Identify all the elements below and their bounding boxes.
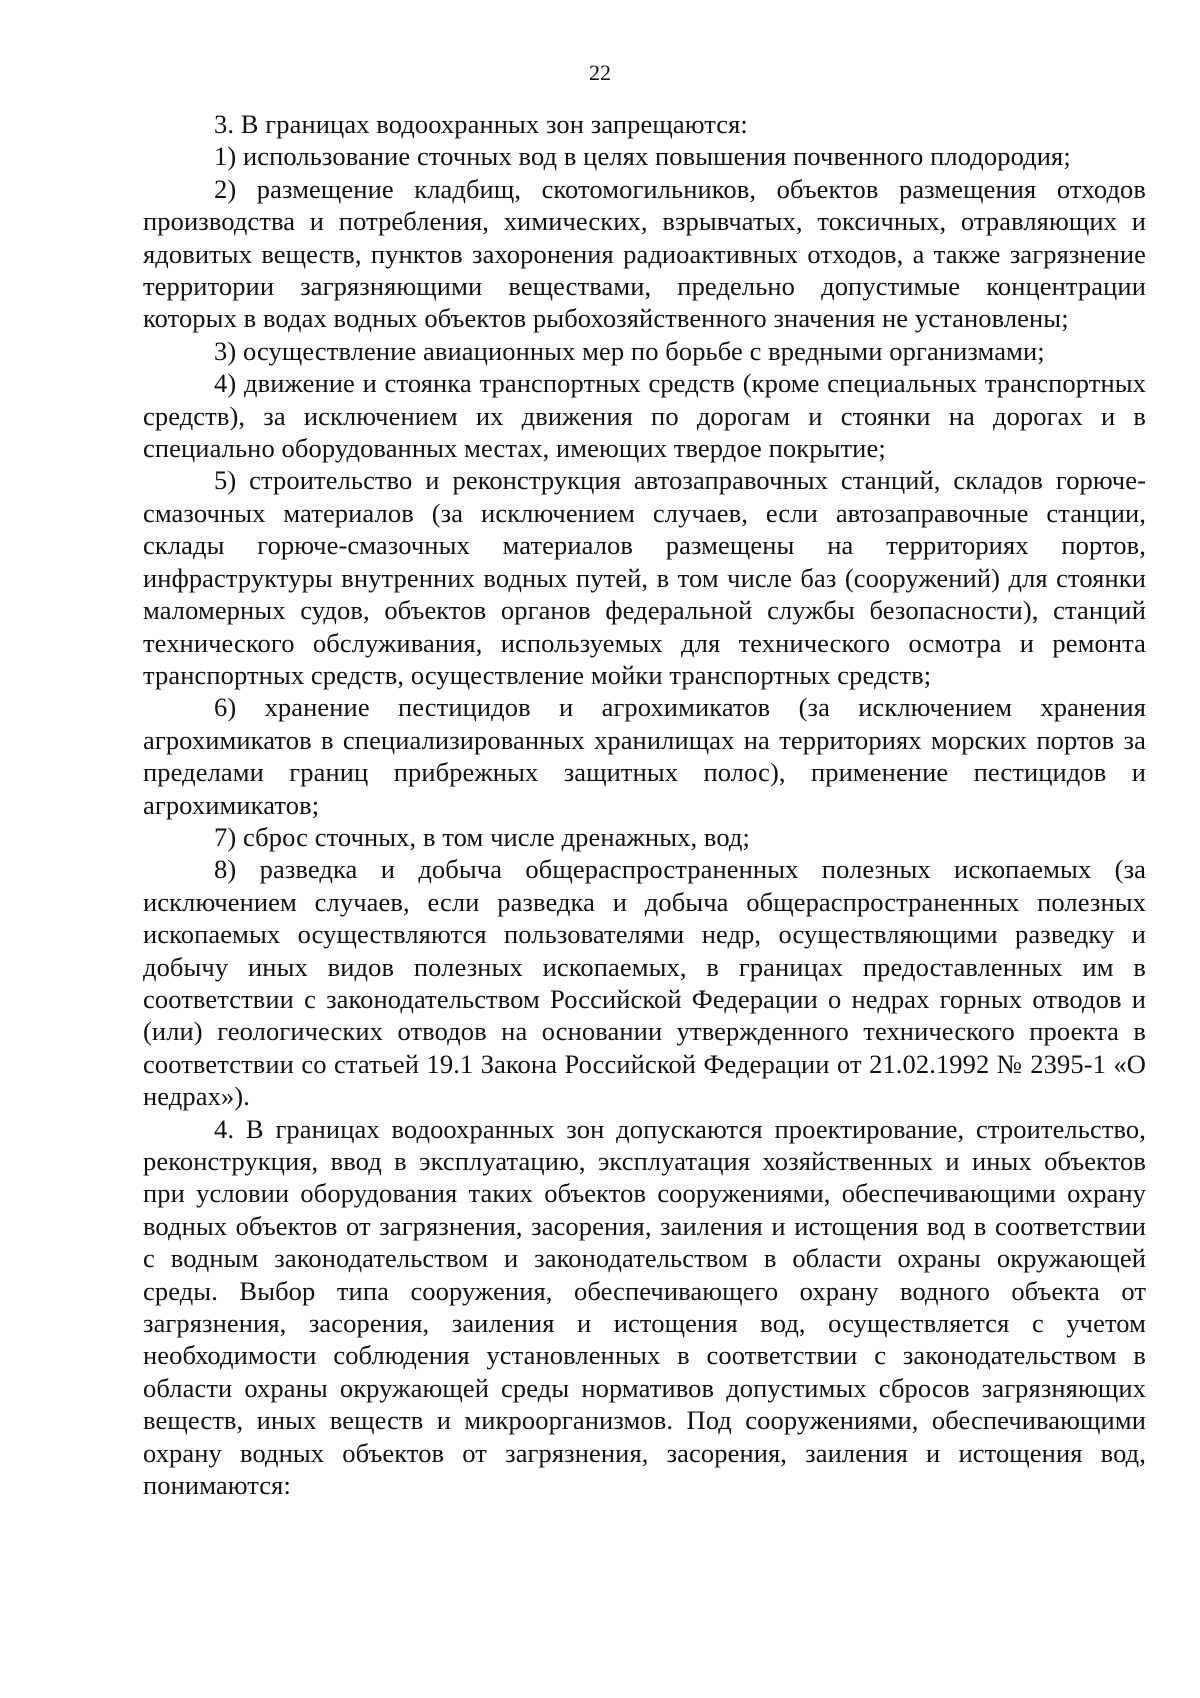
paragraph-item-7: 7) сброс сточных, в том числе дренажных, вод; (214, 821, 750, 852)
paragraph-item-2: 2) размещение кладбищ, скотомогильников, объектов размещения отходов производства и потребления, химических, взрывчатых, токсичных, отравляющих и ядовитых веществ, пунктов захоронения радиоактивных отходов, а также загрязнение территории загрязняющими веществами, предельно допустимые концентрации которых в водах водных объектов рыбохозяйственного значения не установлены; (143, 173, 1146, 334)
paragraph-item-4: 4) движение и стоянка транспортных средств (кроме специальных транспортных средств), за исключением их движения по дорогам и стоянки на дорогах и в специально оборудованных местах, имеющих твердое покрытие; (143, 368, 1146, 464)
paragraph-clause-3-heading: 3. В границах водоохранных зон запрещаются: (214, 109, 748, 139)
paragraph-item-5: 5) строительство и реконструкция автозаправочных станций, складов горюче-смазочных материалов (за исключением случаев, если автозаправочные станции, склады горюче-смазочных материалов размещены на территориях портов, инфраструктуры внутренних водных путей, в том числе баз (сооружений) для стоянки маломерных судов, объектов органов федеральной службы безопасности), станций технического обслуживания, используемых для технического осмотра и ремонта транспортных средств, осуществление мойки транспортных средств; (143, 465, 1146, 690)
page-number: 22 (589, 60, 611, 85)
paragraph-clause-4: 4. В границах водоохранных зон допускаются проектирование, строительство, реконструкция, ввод в эксплуатацию, эксплуатация хозяйственных и иных объектов при условии оборудования таких объектов сооружениями, обеспечивающими охрану водных объектов от загрязнения, засорения, заиления и истощения вод в соответствии с водным законодательством и законодательством в области охраны окружающей среды. Выбор типа сооружения, обеспечивающего охрану водного объекта от загрязнения, засорения, заиления и истощения вод, осуществляется с учетом необходимости соблюдения установленных в соответствии с законодательством в области охраны окружающей среды нормативов допустимых сбросов загрязняющих веществ, иных веществ и микроорганизмов. Под сооружениями, обеспечивающими охрану водных объектов от загрязнения, засорения, заиления и истощения вод, понимаются: (143, 1113, 1146, 1501)
paragraph-item-6: 6) хранение пестицидов и агрохимикатов (за исключением хранения агрохимикатов в специализированных хранилищах на территориях морских портов за пределами границ прибрежных защитных полос), применение пестицидов и агрохимикатов; (143, 692, 1146, 820)
paragraph-item-8: 8) разведка и добыча общераспространенных полезных ископаемых (за исключением случаев, если разведка и добыча общераспространенных полезных ископаемых осуществляются пользователями недр, осуществляющими разведку и добычу иных видов полезных ископаемых, в границах предоставленных им в соответствии с законодательством Российской Федерации о недрах горных отводов и (или) геологических отводов на основании утвержденного технического проекта в соответствии со статьей 19.1 Закона Российской Федерации от 21.02.1992 № 2395-1 «О недрах»). (143, 854, 1146, 1112)
paragraph-item-1: 1) использование сточных вод в целях повышения почвенного плодородия; (214, 141, 1071, 172)
paragraph-item-3: 3) осуществление авиационных мер по борьбе с вредными организмами; (214, 335, 1045, 366)
document-body (143, 108, 1146, 1501)
